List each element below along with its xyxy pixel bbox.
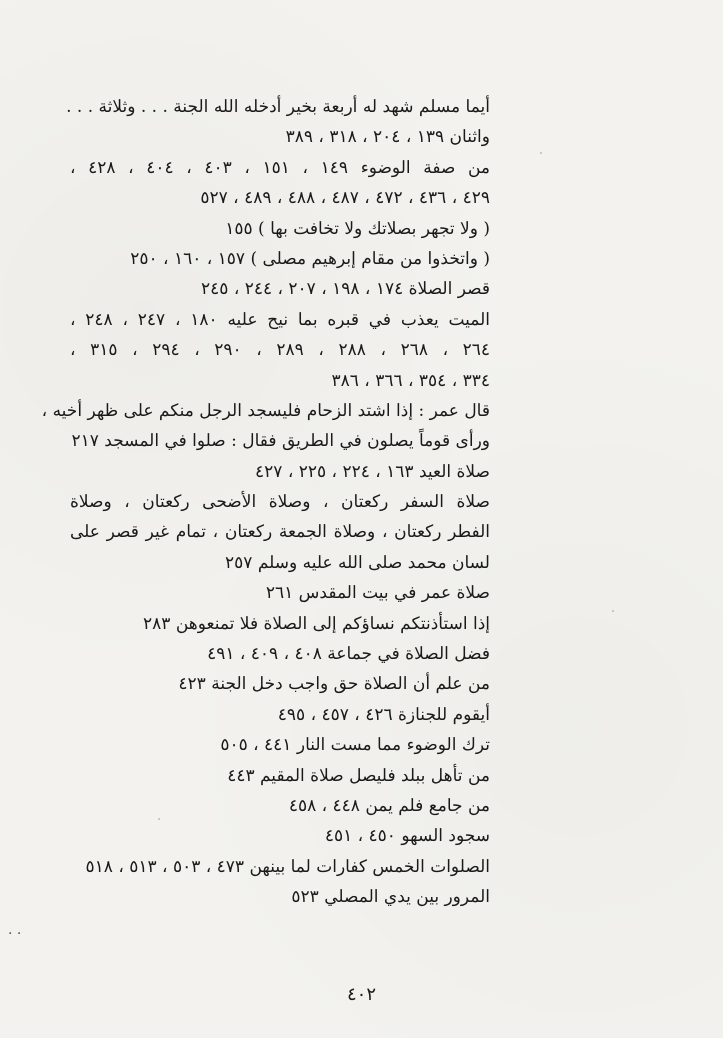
- index-entry: [70, 305, 490, 396]
- entry-line: من تأهل ببلد فليصل صلاة المقيم ٤٤٣: [227, 765, 490, 786]
- scan-speck: [612, 610, 614, 612]
- entry-line: ٣٣٤ ، ٣٥٤ ، ٣٦٦ ، ٣٨٦: [331, 370, 490, 391]
- index-entry: [70, 457, 490, 487]
- entry-line: من صفة الوضوء ١٤٩ ، ١٥١ ، ٤٠٣ ، ٤٠٤ ، ٤٢٨ ،: [70, 157, 491, 178]
- entry-line: صلاة عمر في بيت المقدس ٢٦١: [265, 583, 490, 604]
- entry-line: الصلوات الخمس كفارات لما بينهن ٤٧٣ ، ٥٠٣ ، ٥١٣ ، ٥١٨: [85, 856, 490, 877]
- entry-line: فضل الصلاة في جماعة ٤٠٨ ، ٤٠٩ ، ٤٩١: [207, 644, 490, 665]
- index-entry: [70, 882, 490, 912]
- index-entry: [70, 214, 490, 244]
- entry-line: إذا استأذنتكم نساؤكم إلى الصلاة فلا تمنعوهن ٢٨٣: [143, 613, 490, 634]
- entry-line: الميت يعذب في قبره بما نيح عليه ١٨٠ ، ٢٤٧ ، ٢٤٨ ،: [70, 309, 491, 330]
- entry-line: أيقوم للجنازة ٤٢٦ ، ٤٥٧ ، ٤٩٥: [277, 704, 490, 725]
- entry-line: من جامع فلم يمن ٤٤٨ ، ٤٥٨: [288, 795, 490, 816]
- index-entry: [70, 761, 490, 791]
- entry-line: ( واتخذوا من مقام إبرهيم مصلى ) ١٥٧ ، ١٦٠ ، ٢٥٠: [130, 248, 490, 269]
- index-entry: [70, 791, 490, 821]
- index-entry: [70, 639, 490, 669]
- index-entry: [70, 852, 490, 882]
- index-entry: [70, 244, 490, 274]
- entry-line: لسان محمد صلى الله عليه وسلم ٢٥٧: [225, 552, 490, 573]
- index-entry: [70, 274, 490, 304]
- entry-line: ترك الوضوء مما مست النار ٤٤١ ، ٥٠٥: [220, 735, 490, 756]
- entry-line: المرور بين يدي المصلي ٥٢٣: [291, 887, 490, 908]
- entry-line: قصر الصلاة ١٧٤ ، ١٩٨ ، ٢٠٧ ، ٢٤٤ ، ٢٤٥: [201, 279, 490, 300]
- entry-line: ٤٢٩ ، ٤٣٦ ، ٤٧٢ ، ٤٨٧ ، ٤٨٨ ، ٤٨٩ ، ٥٢٧: [200, 188, 490, 209]
- entry-line: سجود السهو ٤٥٠ ، ٤٥١: [324, 826, 490, 847]
- index-entry: [70, 578, 490, 608]
- index-entry: [70, 730, 490, 760]
- entry-line: ورأى قوماً يصلون في الطريق فقال : صلوا في المسجد ٢١٧: [71, 431, 490, 452]
- entry-line: واثنان ١٣٩ ، ٢٠٤ ، ٣١٨ ، ٣٨٩: [285, 127, 490, 148]
- entry-line: صلاة العيد ١٦٣ ، ٢٢٤ ، ٢٢٥ ، ٤٢٧: [255, 461, 490, 482]
- page-number: ٤٠٢: [346, 984, 376, 1005]
- index-entry: [66, 92, 490, 153]
- entry-line: أيما مسلم شهد له أربعة بخير أدخله الله الجنة . . . وثلاثة . . .: [66, 97, 490, 117]
- index-entry: [70, 487, 490, 578]
- scan-speck: [158, 818, 160, 820]
- entry-line: من علم أن الصلاة حق واجب دخل الجنة ٤٢٣: [178, 674, 490, 695]
- index-text-block: [41, 92, 491, 913]
- index-entry: [70, 153, 490, 214]
- index-entry: [41, 396, 490, 457]
- entry-line: قال عمر : إذا اشتد الزحام فليسجد الرجل منكم على ظهر أخيه ،: [41, 400, 490, 421]
- index-entry: [70, 821, 490, 851]
- index-entry: [70, 700, 490, 730]
- entry-line: ( ولا تجهر بصلاتك ولا تخافت بها ) ١٥٥: [225, 218, 490, 239]
- entry-line: صلاة السفر ركعتان ، وصلاة الأضحى ركعتان ، وصلاة: [70, 492, 490, 513]
- margin-mark: . .: [8, 922, 22, 938]
- index-entry: [70, 609, 490, 639]
- entry-line: الفطر ركعتان ، وصلاة الجمعة ركعتان ، تمام غير قصر على: [70, 522, 490, 543]
- scan-speck: [540, 152, 542, 154]
- entry-line: ٢٦٤ ، ٢٦٨ ، ٢٨٨ ، ٢٨٩ ، ٢٩٠ ، ٢٩٤ ، ٣١٥ ،: [70, 340, 491, 361]
- index-entry: [70, 669, 490, 699]
